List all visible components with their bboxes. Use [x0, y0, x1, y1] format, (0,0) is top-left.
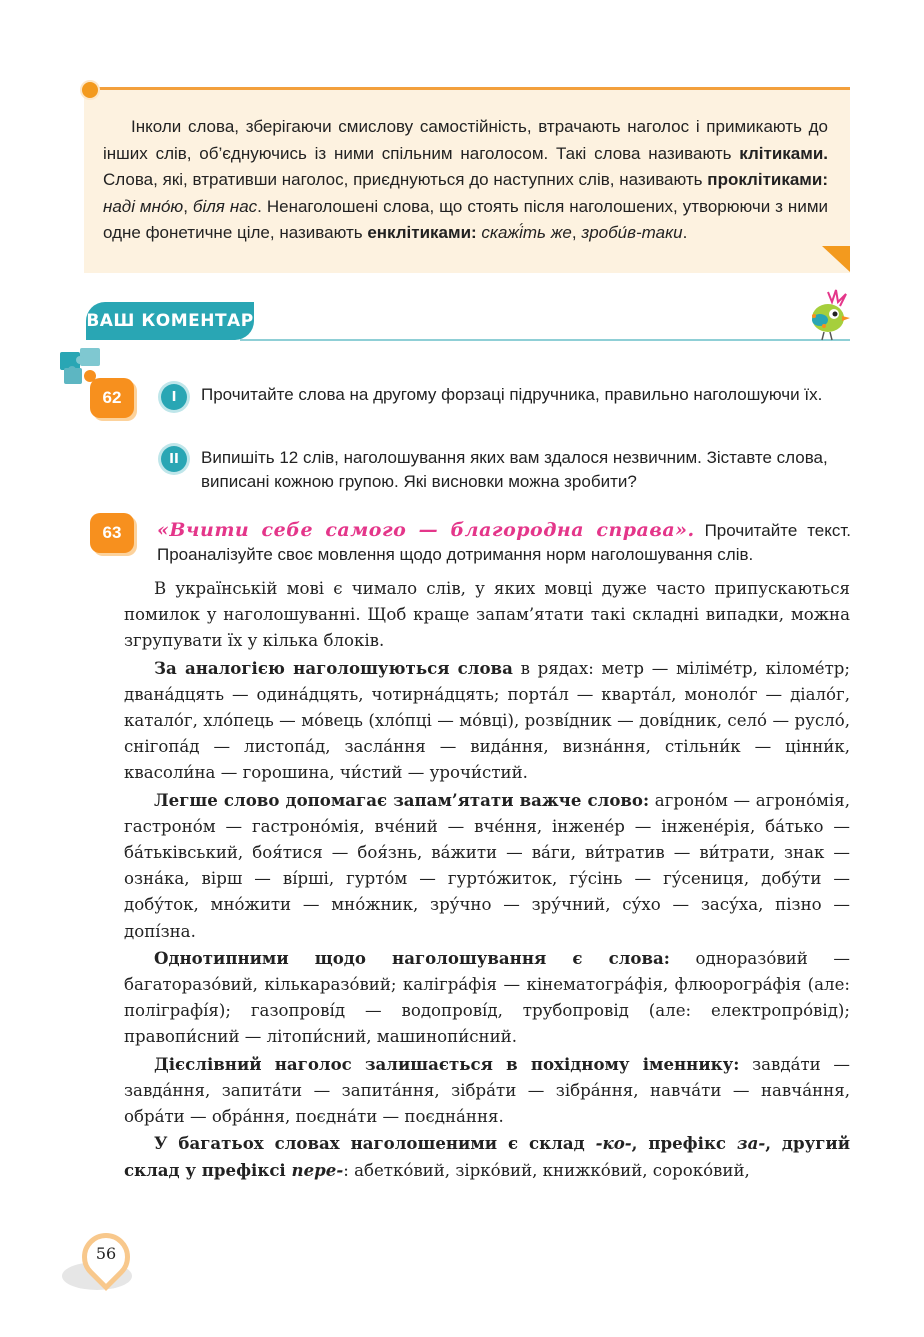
task-text: Прочитайте слова на другому форзаці підручника, правильно наголошуючи їх. — [201, 385, 823, 404]
paragraph-body: одноразо́вий — багаторазо́вий, кількаразо́вий; калігра́фія — кінематогра́фія, флюорогра́фія (але: поліграфі́я); газопрові́д — водопрові́д, трубопровід (але: електропро́від); правопи́сний — літопи́сний, машинопи́сний. — [124, 948, 850, 1047]
exercise-number-badge — [90, 513, 134, 553]
term-enclitics: енклітиками: — [367, 223, 477, 242]
example-text: скажі́ть же — [476, 223, 572, 242]
level-label: I — [171, 389, 177, 405]
paragraph-lead: Дієслівний наголос залишається в похідному іменнику: — [154, 1053, 740, 1074]
paragraph-lead: Однотипними щодо наголошування є слова: — [154, 947, 670, 968]
paragraph — [124, 1051, 850, 1131]
section-divider — [240, 339, 850, 341]
paragraph — [124, 945, 850, 1051]
paragraph-lead: , другий склад у префіксі — [124, 1133, 851, 1181]
paragraph-lead: -ко- — [595, 1133, 632, 1154]
rule-text-part: , — [183, 196, 193, 216]
section-title: ВАШ КОМЕНТАР — [86, 311, 254, 331]
paragraph-lead: За аналогією наголошуються слова — [154, 657, 513, 678]
section-header — [86, 302, 254, 340]
level-label: II — [169, 451, 179, 467]
example-text: біля нас — [192, 196, 258, 216]
rule-text-part: . Ненаголошені слова, що стоять після наголошених, утворюючи з ними одне фонетичне ціле, називають — [103, 196, 828, 242]
example-text: зроби́в-таки — [581, 223, 683, 242]
paragraph-body: : абетко́вий, зірко́вий, книжко́вий, сороко́вий, — [343, 1161, 750, 1181]
example-text: наді мно́ю — [103, 196, 184, 216]
paragraph-lead: У багатьох словах наголошеними є склад — [154, 1133, 596, 1154]
paragraph-lead: пере- — [291, 1160, 344, 1181]
paragraph-lead: за- — [736, 1133, 766, 1154]
rule-text-part: Слова, які, втративши наголос, приєднуються до наступних слів, називають — [103, 170, 708, 189]
task-instruction: Прочитайте текст. Проаналізуйте своє мовлення щодо дотримання норм наголошування слів. — [157, 521, 852, 564]
corner-triangle-icon — [822, 246, 850, 272]
task-text — [157, 518, 851, 567]
rule-text — [103, 114, 828, 247]
motto-quote: «Вчити себе самого — благородна справа». — [157, 519, 695, 541]
paragraph: В українській мові є чимало слів, у яких мовці дуже часто припускаються помилок у наголошуванні. Щоб краще запам’ятати такі складні випадки, можна згрупувати їх у кілька блоків. — [124, 579, 850, 651]
bullet-dot-icon — [80, 80, 100, 100]
rule-text-part: Інколи слова, зберігаючи смислову самостійність, втрачають наголос і примикають до інших слів, об’єднуючись із ними спільним наголосом. Такі слова називають — [103, 117, 828, 163]
level-badge — [161, 384, 187, 410]
rule-text-part: , — [571, 223, 582, 242]
paragraph-body: завда́ти — завда́ння, запита́ти — запита́ння, зібра́ти — зібра́ння, навча́ти — навча́ння, обра́ти — обра́ння, поєдна́ти — поєдна́ння. — [124, 1054, 850, 1127]
paragraph-lead: Легше слово допомагає запам’ятати важче слово: — [154, 789, 650, 810]
paragraph — [124, 655, 850, 787]
level-badge — [161, 446, 187, 472]
paragraph-body: агроно́м — агроно́мія, гастроно́м — гастроно́мія, вче́ний — вче́ння, інжене́р — інжене́рія, ба́тько — ба́тьківський, боя́тися — боя́знь, ва́жити — ва́ги, ви́тратив — ви́трати, знак — озна́ка, вірш — ві́рші, гурто́м — гурто́житок, гу́сінь — гу́сениця, добу́ти — добу́ток, мно́жити — мно́жник, зру́чно — зру́чний, су́хо — засу́ха, пізно — допі́зна. — [124, 790, 850, 941]
exercise-number-badge — [90, 378, 134, 418]
page-number: 56 — [95, 1244, 117, 1263]
rule-text-part: . — [682, 223, 688, 242]
paragraph — [124, 787, 850, 945]
term-clitics: клітиками. — [739, 143, 828, 163]
paragraph — [124, 1130, 850, 1184]
paragraph-lead: , префікс — [631, 1133, 737, 1154]
term-proclitics: проклітиками: — [707, 170, 828, 189]
paragraph-body: в рядах: метр — міліме́тр, кіломе́тр; двана́дцять — одина́дцять, чотирна́дцять; порта́л — кварта́л, моноло́г — діало́г, катало́г, хло́пець — мо́вець (хло́пці — мо́вці), розві́дник — дові́дник, село́ — русло́, снігопа́д — листопа́д, засла́ння — вида́ння, визна́ння, стільни́к — цінни́к, квасоли́на — горошина, чи́стий — урочи́стий. — [124, 658, 850, 783]
bird-icon — [798, 286, 852, 342]
exercise-number: 63 — [102, 523, 122, 542]
task-text: Випишіть 12 слів, наголошування яких вам здалося незвичним. Зіставте слова, виписані кожною групою. Які висновки можна зробити? — [201, 448, 828, 491]
exercise-number: 62 — [102, 388, 122, 407]
main-text — [124, 576, 850, 1185]
